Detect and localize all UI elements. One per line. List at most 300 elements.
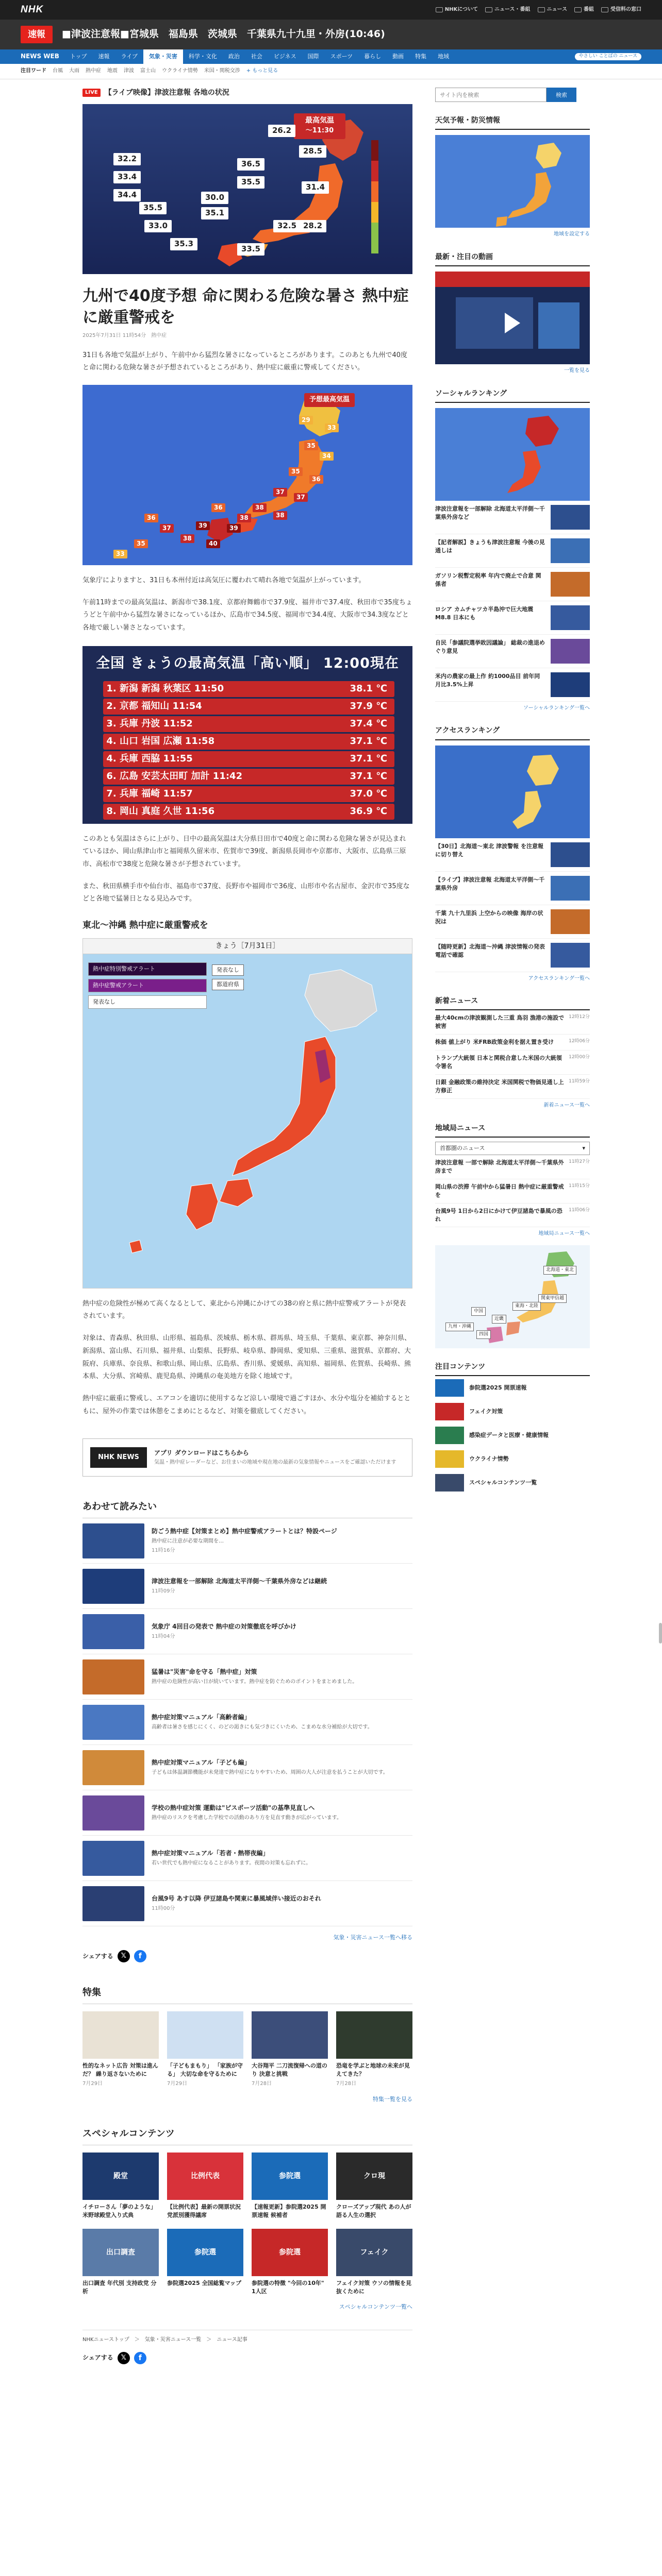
global-link-label: 受信料の窓口 [610, 6, 641, 12]
feature-date: 7月28日 [252, 2081, 272, 2087]
sidebar-news-item[interactable] [435, 1050, 590, 1075]
feature-image [336, 2011, 412, 2059]
feature-image [252, 2011, 328, 2059]
region-button[interactable]: 北海道・東北 [543, 1266, 576, 1275]
sidebar-news-title: 米内の農家の最上作 約1000品目 前年同月比3.5%上昇 [435, 672, 540, 688]
link-icon [601, 7, 608, 12]
social-ranking-list [435, 501, 590, 702]
feature-title: 性的なネット広告 対策は進んだ？ 繰り返さないために [82, 2062, 158, 2078]
weather-heading: 天気予報・防災情報 [435, 115, 590, 130]
temperature-label: 28.5 [299, 145, 326, 158]
temperature-label: 33.4 [113, 171, 141, 183]
related-item[interactable] [82, 1745, 412, 1790]
sidebar-news-thumbnail [551, 842, 590, 867]
special-content-title: フェイク対策 [469, 1408, 503, 1415]
ranking-value: 38.1 ℃ [350, 683, 387, 694]
sidebar-news-item[interactable] [435, 1010, 590, 1035]
search-input[interactable] [435, 88, 547, 102]
easy-news-button[interactable]: やさしい ことばの ニュース [575, 53, 641, 60]
ranking-rank: 1. [106, 683, 117, 694]
forecast-temperature-label: 36 [211, 503, 225, 512]
temperature-label: 30.0 [201, 192, 228, 204]
nav-tab[interactable]: 国際 [307, 53, 319, 60]
special-card[interactable] [82, 2229, 159, 2296]
sidebar-news-title: 岡山県の渋滞 午前中から猛暑日 熱中症に厳重警戒を [435, 1183, 564, 1198]
related-text [152, 1804, 342, 1822]
section-heading: 東北〜沖縄 熱中症に厳重警戒を [82, 920, 208, 931]
related-list [82, 1518, 412, 1926]
special-content-link[interactable] [435, 1423, 590, 1447]
sidebar-news-item[interactable] [435, 534, 590, 568]
legend-none: 発表なし [88, 995, 207, 1009]
special-image: 比例代表 [167, 2153, 243, 2200]
features-more-link[interactable]: 特集一覧を見る [373, 2095, 412, 2103]
forecast-temperature-label: 29 [299, 416, 313, 425]
page-scrollbar[interactable] [659, 1623, 662, 1643]
facebook-share-icon[interactable]: f [134, 1950, 146, 1962]
temperature-label: 31.4 [302, 181, 329, 194]
access-ranking-image[interactable] [435, 745, 590, 838]
feature-card[interactable] [82, 2011, 159, 2088]
feature-title: 「子どもまもり」 「家族が守る」 大切な命を守るために [167, 2062, 243, 2078]
special-content-thumbnail [435, 1379, 464, 1397]
featured-video[interactable] [435, 272, 590, 364]
article-paragraph: 午前11時までの最高気温は、新潟市で38.1度、京都府舞鶴市で37.9度、福井市で37.4度、秋田市で35度ちょうどと午前中から猛烈な暑さになっているほか、広島市で34.5度、福岡市で34.4度、大阪市で34.3度などと各地で厳しい暑さとなっています。 [82, 598, 412, 632]
ranking-row [103, 699, 394, 715]
related-text [152, 1622, 296, 1640]
temperature-label: 32.5 [273, 220, 301, 232]
temperature-label: 35.5 [139, 202, 167, 214]
hot-topics-more[interactable]: + もっと見る [246, 68, 278, 74]
breaking-text[interactable]: ■津波注意報■宮城県 福島県 茨城県 千葉県九十九里・外房(10:46) [62, 28, 385, 40]
temperature-label: 32.2 [113, 153, 141, 165]
related-title: 防ごう熱中症【対策まとめ】熱中症警戒アラートとは？特設ページ [152, 1528, 337, 1535]
access-ranking-list [435, 838, 590, 972]
forecast-temperature-label: 33 [325, 423, 339, 432]
share-bar [82, 1950, 412, 1962]
global-link-shows[interactable] [574, 6, 594, 14]
share-label: シェアする [82, 1952, 113, 1960]
related-item[interactable] [82, 1881, 412, 1926]
features-heading: 特集 [82, 1986, 412, 2004]
global-link-label: NHKについて [444, 6, 478, 12]
special-more-link[interactable]: スペシャルコンテンツ一覧へ [339, 2303, 412, 2310]
related-item[interactable] [82, 1790, 412, 1836]
special-image: 参院選 [167, 2229, 243, 2276]
forecast-temperature-label: 36 [309, 475, 323, 484]
global-link-about[interactable] [436, 6, 478, 14]
related-date: 11時00分 [152, 1906, 175, 1912]
local-news-more[interactable]: 地域局ニュース一覧へ [538, 1231, 590, 1237]
forecast-temperature-label: 35 [134, 539, 148, 548]
video-thumbnail [435, 272, 590, 364]
ranking-rank: 2. [106, 701, 117, 712]
hero-temperature-map [82, 104, 412, 274]
sidebar-news-item[interactable] [435, 1155, 590, 1179]
main-nav [0, 49, 662, 64]
related-item[interactable] [82, 1564, 412, 1609]
global-link-news[interactable] [538, 6, 568, 14]
region-button[interactable]: 近畿 [492, 1315, 506, 1324]
special-content-link[interactable] [435, 1447, 590, 1471]
related-heading: あわせて読みたい [82, 1500, 412, 1518]
sidebar-news-item[interactable] [435, 1204, 590, 1228]
x-share-icon[interactable]: 𝕏 [118, 1950, 130, 1962]
ranking-rank: 7. [106, 788, 117, 800]
related-summary: 高齢者は暑さを感じにくく、のどの渇きにも気づきにくいため、こまめな水分補給が大切です。 [152, 1724, 373, 1731]
feature-card[interactable] [252, 2011, 328, 2088]
nav-tab[interactable]: 気象・災害 [143, 49, 183, 64]
special-card[interactable] [336, 2229, 412, 2296]
related-date: 11時04分 [152, 1634, 175, 1640]
global-link-label: ニュース・番組 [494, 6, 531, 12]
feature-date: 7月29日 [167, 2081, 188, 2087]
social-ranking-image[interactable] [435, 408, 590, 501]
special-content-title: ウクライナ情勢 [469, 1455, 509, 1463]
related-more-link[interactable]: 気象・災害ニュース一覧へ移る [333, 1934, 412, 1941]
ranking-rank: 4. [106, 736, 117, 747]
temperature-label: 36.5 [237, 158, 264, 171]
map-filter-prefecture-button[interactable]: 都道府県 [212, 979, 244, 990]
related-text [152, 1894, 321, 1912]
nav-tab[interactable]: 動画 [392, 53, 404, 60]
forecast-map [82, 385, 412, 565]
breaking-news-bar[interactable] [0, 20, 662, 49]
sidebar-news-date: 11時59分 [569, 1079, 590, 1084]
ranking-rank: 6. [106, 771, 117, 782]
related-item[interactable] [82, 1836, 412, 1881]
ranking-city: 兵庫 丹波 11:52 [120, 718, 193, 730]
global-link-programs[interactable] [485, 6, 531, 14]
hot-topic-link[interactable]: 熱中症 [86, 68, 101, 74]
related-item[interactable] [82, 1609, 412, 1654]
forecast-temperature-label: 38 [180, 534, 194, 543]
ranking-value: 37.4 ℃ [350, 718, 387, 730]
sidebar-news-date: 11時15分 [569, 1183, 590, 1189]
related-text [152, 1577, 327, 1595]
ranking-row [103, 804, 394, 820]
special-card[interactable] [167, 2153, 243, 2219]
global-link-fee[interactable] [601, 6, 641, 14]
special-title: 【比例代表】最新の開票状況 党派別獲得議席 [167, 2203, 241, 2218]
weather-setting-link[interactable]: 地域を設定する [554, 231, 590, 238]
sidebar-news-title: 【ライブ】津波注意報 北海道太平洋側〜千葉県外房 [435, 876, 545, 891]
forecast-temperature-label: 38 [253, 503, 267, 512]
local-news-select-value: 首都圏のニュース [440, 1144, 485, 1151]
app-download-title: アプリ ダウンロードはこちらから [154, 1449, 249, 1456]
related-text [152, 1713, 373, 1731]
app-download-sub: 気温・熱中症レーダーなど、お住まいの地域や現在地の最新の気象情報やニュースをご確認いただけます [154, 1460, 396, 1466]
nav-tab[interactable]: 地域 [438, 53, 450, 60]
special-card[interactable] [167, 2229, 243, 2296]
nav-tab[interactable]: 速報 [98, 53, 110, 60]
related-text [152, 1668, 357, 1686]
related-date: 11時16分 [152, 1548, 175, 1554]
ranking-city: 兵庫 福崎 11:57 [120, 788, 193, 800]
special-card[interactable] [336, 2153, 412, 2219]
access-ranking-more[interactable]: アクセスランキング一覧へ [528, 975, 590, 981]
sidebar-news-item[interactable] [435, 1075, 590, 1099]
article-dateline: 2025年7月31日 11時54分 熱中症 [82, 333, 167, 339]
region-button[interactable]: 中国 [471, 1307, 486, 1316]
forecast-temperature-label: 37 [294, 493, 308, 502]
special-image: 殿堂 [82, 2153, 159, 2200]
ranking-row [103, 734, 394, 750]
ranking-row [103, 716, 394, 732]
nav-tab[interactable]: スポーツ [330, 53, 353, 60]
special-card[interactable] [82, 2153, 159, 2219]
ranking-rank: 3. [106, 718, 117, 730]
breadcrumb[interactable]: NHKニューストップ ＞ 気象・災害ニュース一覧 ＞ ニュース記事 [82, 2330, 412, 2344]
breaking-badge: 速報 [21, 26, 53, 44]
features-list [82, 2011, 412, 2088]
x-share-icon[interactable]: 𝕏 [118, 2352, 130, 2364]
weather-map-graphic [435, 135, 590, 228]
social-ranking-heading: ソーシャルランキング [435, 388, 590, 403]
global-link-label: 番組 [584, 6, 594, 12]
sidebar-news-item[interactable] [435, 568, 590, 601]
forecast-temperature-label: 38 [273, 511, 287, 520]
sidebar-news-title: トランプ大統領 日本と関税合意した米国の大統領令署名 [435, 1055, 562, 1070]
search-button[interactable]: 検索 [547, 88, 576, 102]
forecast-temperature-label: 33 [113, 550, 127, 558]
sidebar-news-item[interactable] [435, 939, 590, 972]
special-image: 出口調査 [82, 2229, 159, 2276]
region-button[interactable]: 東海・北陸 [512, 1302, 541, 1311]
ranking-value: 37.1 ℃ [350, 736, 387, 747]
sidebar-news-title: 日銀 金融政策の維持決定 米国関税で物価見通し上方修正 [435, 1079, 564, 1094]
social-ranking-more[interactable]: ソーシャルランキング一覧へ [523, 705, 590, 711]
nav-tab[interactable]: ライブ [121, 53, 138, 60]
related-item[interactable] [82, 1654, 412, 1700]
ranking-row [103, 769, 394, 785]
sidebar-news-title: 台風9号 1日から2日にかけて伊豆諸島で暴風の恐れ [435, 1207, 562, 1223]
related-thumbnail [82, 1523, 144, 1558]
hero-map-badge [294, 113, 345, 139]
hot-topics-bar [0, 64, 662, 79]
hot-topic-link[interactable]: ウクライナ情勢 [162, 68, 198, 74]
related-title: 熱中症対策マニュアル「子ども編」 [152, 1759, 251, 1767]
special-content-thumbnail [435, 1474, 464, 1492]
special-contents-heading: 注目コンテンツ [435, 1362, 590, 1376]
hot-topics-title: 注目ワード [21, 68, 46, 74]
related-thumbnail [82, 1659, 144, 1694]
sidebar-news-title: ガソリン税暫定税率 年内で廃止で合意 関係者 [435, 572, 541, 587]
nav-tab[interactable]: 科学・文化 [188, 53, 217, 60]
local-news-list [435, 1155, 590, 1228]
sidebar-news-date: 12時12分 [569, 1014, 590, 1020]
related-thumbnail [82, 1614, 144, 1649]
related-title: 津波注意報を一部解除 北海道太平洋側〜千葉県外房などは継続 [152, 1578, 327, 1585]
special-title: フェイク対策 ウソの情報を見抜くために [336, 2279, 412, 2295]
hot-topic-link[interactable]: 津波 [124, 68, 134, 74]
new-news-more[interactable]: 新着ニュース一覧へ [543, 1103, 590, 1109]
related-thumbnail [82, 1886, 144, 1921]
share-bar-bottom [82, 2352, 412, 2364]
special-content-thumbnail [435, 1450, 464, 1468]
ranking-value: 37.1 ℃ [350, 771, 387, 782]
related-title: 台風9号 あす以降 伊豆諸島や関東に暴風域伴い接近のおそれ [152, 1895, 321, 1903]
feature-card[interactable] [167, 2011, 243, 2088]
hot-topic-link[interactable]: 富士山 [140, 68, 156, 74]
facebook-share-icon[interactable]: f [134, 2352, 146, 2364]
link-icon [436, 7, 443, 12]
article-title: 九州で40度予想 命に関わる危険な暑さ 熱中症に厳重警戒を [82, 287, 409, 327]
sidebar-news-thumbnail [551, 572, 590, 597]
special-card[interactable] [252, 2229, 328, 2296]
temperature-ranking-graphic [82, 646, 412, 824]
related-item[interactable] [82, 1518, 412, 1564]
special-contents-list [435, 1376, 590, 1495]
sidebar-news-item[interactable] [435, 872, 590, 905]
related-thumbnail [82, 1795, 144, 1831]
nav-tab[interactable]: 政治 [228, 53, 240, 60]
special-image: 参院選 [252, 2153, 328, 2200]
link-icon [485, 7, 492, 12]
hot-topic-link[interactable]: 大雨 [69, 68, 79, 74]
ranking-rank: 4. [106, 753, 117, 765]
special-content-link[interactable] [435, 1376, 590, 1400]
hot-topic-link[interactable]: 地震 [107, 68, 118, 74]
forecast-temperature-label: 34 [320, 452, 334, 461]
related-text [152, 1758, 388, 1776]
forecast-temperature-label: 40 [206, 539, 220, 548]
weather-map[interactable] [435, 135, 590, 228]
related-summary: 熱中症に注意が必要な期間を… [152, 1538, 224, 1545]
special-title: 参院選の特徴 "今回の10年" 1人区 [252, 2279, 324, 2295]
special-content-title: スペシャルコンテンツ一覧 [469, 1479, 537, 1486]
sidebar-news-thumbnail [551, 943, 590, 968]
feature-card[interactable] [336, 2011, 412, 2088]
article-paragraph: 気象庁によりますと、31日も本州付近は高気圧に覆われて晴れ各地で気温が上がっています。 [82, 576, 366, 584]
region-button[interactable]: 関東甲信越 [538, 1294, 567, 1303]
sidebar-news-thumbnail [551, 876, 590, 901]
temperature-label: 26.2 [268, 125, 295, 137]
nhk-logo[interactable]: NHK [21, 4, 44, 15]
video-more-link[interactable]: 一覧を見る [564, 368, 590, 374]
special-content-link[interactable] [435, 1400, 590, 1423]
special-image: 参院選 [252, 2229, 328, 2276]
sidebar-news-title: ロシア カムチャツカ半島沖で巨大地震 M8.8 日本にも [435, 605, 534, 621]
temperature-label: 33.0 [144, 220, 172, 232]
live-link[interactable] [82, 88, 412, 98]
special-title: 出口調査 年代別 支持政党 分析 [82, 2279, 157, 2295]
hot-topic-link[interactable]: 米国・関税交渉 [204, 68, 240, 74]
sidebar-news-date: 11時06分 [569, 1207, 590, 1213]
link-icon [574, 7, 582, 12]
nav-tab[interactable]: ビジネス [273, 53, 296, 60]
legend-alert: 熱中症警戒アラート [88, 979, 207, 992]
global-header [0, 0, 662, 20]
article-paragraph: 熱中症の危険性が極めて高くなるとして、東北から沖縄にかけての38の府と県に熱中症警戒アラートが発表されています。 [82, 1299, 406, 1320]
link-icon [538, 7, 545, 12]
sidebar-news-item[interactable] [435, 501, 590, 534]
article-paragraph: 熱中症に厳重に警戒し、エアコンを適切に使用するなど涼しい環境で過ごすほか、水分や塩分を補給するとともに、屋外の作業では休憩をこまめにとるなど、対策を徹底してください。 [82, 1394, 411, 1415]
ranking-value: 37.0 ℃ [350, 788, 387, 800]
hot-topic-link[interactable]: 台風 [53, 68, 63, 74]
related-title: 熱中症対策マニュアル「若者・熱帯夜編」 [152, 1850, 269, 1857]
ranking-rank: 8. [106, 806, 117, 817]
related-summary: 子どもは体温調節機能が未発達で熱中症になりやすいため、周囲の大人が注意を払うことが大切です。 [152, 1770, 388, 1776]
region-button[interactable]: 四国 [476, 1330, 491, 1339]
sidebar-news-item[interactable] [435, 601, 590, 635]
nav-tab[interactable]: 特集 [415, 53, 427, 60]
special-content-link[interactable] [435, 1471, 590, 1495]
temperature-label: 35.5 [237, 176, 264, 189]
special-title: 【速報更新】参院選2025 開票速報 候補者 [252, 2203, 326, 2218]
sidebar-news-item[interactable] [435, 1035, 590, 1050]
sidebar-news-item[interactable] [435, 635, 590, 668]
site-search [435, 88, 590, 102]
legend-special-alert: 熱中症特別警戒アラート [88, 962, 207, 976]
related-item[interactable] [82, 1700, 412, 1745]
video-heading: 最新・注目の動画 [435, 252, 590, 266]
feature-image [167, 2011, 243, 2059]
feature-title: 大谷翔平 二刀流復帰への道のり 決意と挑戦 [252, 2062, 327, 2078]
related-thumbnail [82, 1569, 144, 1604]
related-title: 熱中症対策マニュアル「高齢者編」 [152, 1714, 251, 1721]
app-download-banner[interactable] [82, 1438, 412, 1477]
nav-tab[interactable]: トップ [70, 53, 87, 60]
ranking-city: 京都 福知山 11:54 [120, 701, 202, 712]
region-button[interactable]: 九州・沖縄 [445, 1323, 474, 1331]
special-card[interactable] [252, 2153, 328, 2219]
ranking-value: 37.1 ℃ [350, 753, 387, 765]
sidebar-news-thumbnail [551, 605, 590, 630]
heat-alert-map [82, 938, 412, 1289]
related-thumbnail [82, 1841, 144, 1876]
forecast-temperature-label: 35 [289, 467, 303, 476]
related-summary: 熱中症のリスクを考慮した学校での活動のあり方を見直す動きが広がっています。 [152, 1815, 342, 1821]
special-content-thumbnail [435, 1403, 464, 1420]
sidebar-news-title: 津波注意報 一部で解除 北海道太平洋側〜千葉県外房まで [435, 1159, 564, 1174]
global-link-label: ニュース [547, 6, 567, 12]
map-filter-none-button[interactable]: 発表なし [212, 964, 244, 976]
article-paragraph: 対象は、青森県、秋田県、山形県、福島県、茨城県、栃木県、群馬県、埼玉県、千葉県、東京都、神奈川県、新潟県、富山県、石川県、福井県、山梨県、長野県、岐阜県、静岡県、愛知県、三重県、滋賀県、京都府、大阪府、兵庫県、奈良県、和歌山県、岡山県、広島県、香川県、愛媛県、高知県、福岡県、佐賀県、長崎県、熊本県、大分県、宮崎県、鹿児島県、沖縄県の奄美地方を除く地域です。 [82, 1334, 411, 1381]
sidebar [435, 88, 590, 2364]
related-title: 猛暑は"災害"命を守る「熱中症」対策 [152, 1668, 257, 1676]
share-label: シェアする [82, 2354, 113, 2362]
special-content-title: 感染症データと医療・健康情報 [469, 1432, 549, 1439]
nav-tab[interactable]: 社会 [251, 53, 262, 60]
sidebar-news-item[interactable] [435, 1179, 590, 1204]
social-ranking-graphic [435, 408, 590, 501]
hero-map-label: 最高気温 [305, 116, 334, 125]
local-news-select[interactable] [435, 1142, 590, 1155]
ranking-row [103, 786, 394, 802]
sidebar-news-date: 12時00分 [569, 1055, 590, 1060]
special-title: 参院選2025 全国総覧マップ [167, 2279, 242, 2286]
global-links [436, 6, 641, 14]
sidebar-news-item[interactable] [435, 905, 590, 939]
sidebar-news-title: 津波注意報を一部解除 北海道太平洋側〜千葉県外房など [435, 505, 545, 520]
special-image: クロ現 [336, 2153, 412, 2200]
nav-tab[interactable]: 暮らし [364, 53, 382, 60]
ranking-row [103, 751, 394, 767]
ranking-value: 37.9 ℃ [350, 701, 387, 712]
temperature-label: 34.4 [113, 189, 141, 201]
nav-brand[interactable]: NEWS WEB [21, 53, 59, 60]
article-paragraph: また、秋田県横手市や仙台市、福島市で37度、長野市や福岡市で36度、山形市や名古屋市、金沢市で35度などと各地で猛暑日となる見込みです。 [82, 882, 410, 903]
forecast-temperature-label: 38 [237, 514, 251, 522]
sidebar-news-item[interactable] [435, 838, 590, 872]
forecast-map-badge: 予想最高気温 [304, 393, 355, 407]
related-date: 11時09分 [152, 1588, 175, 1595]
ranking-city: 兵庫 西脇 11:55 [120, 753, 193, 765]
sidebar-news-item[interactable] [435, 668, 590, 702]
related-thumbnail [82, 1705, 144, 1740]
region-map [435, 1245, 590, 1348]
